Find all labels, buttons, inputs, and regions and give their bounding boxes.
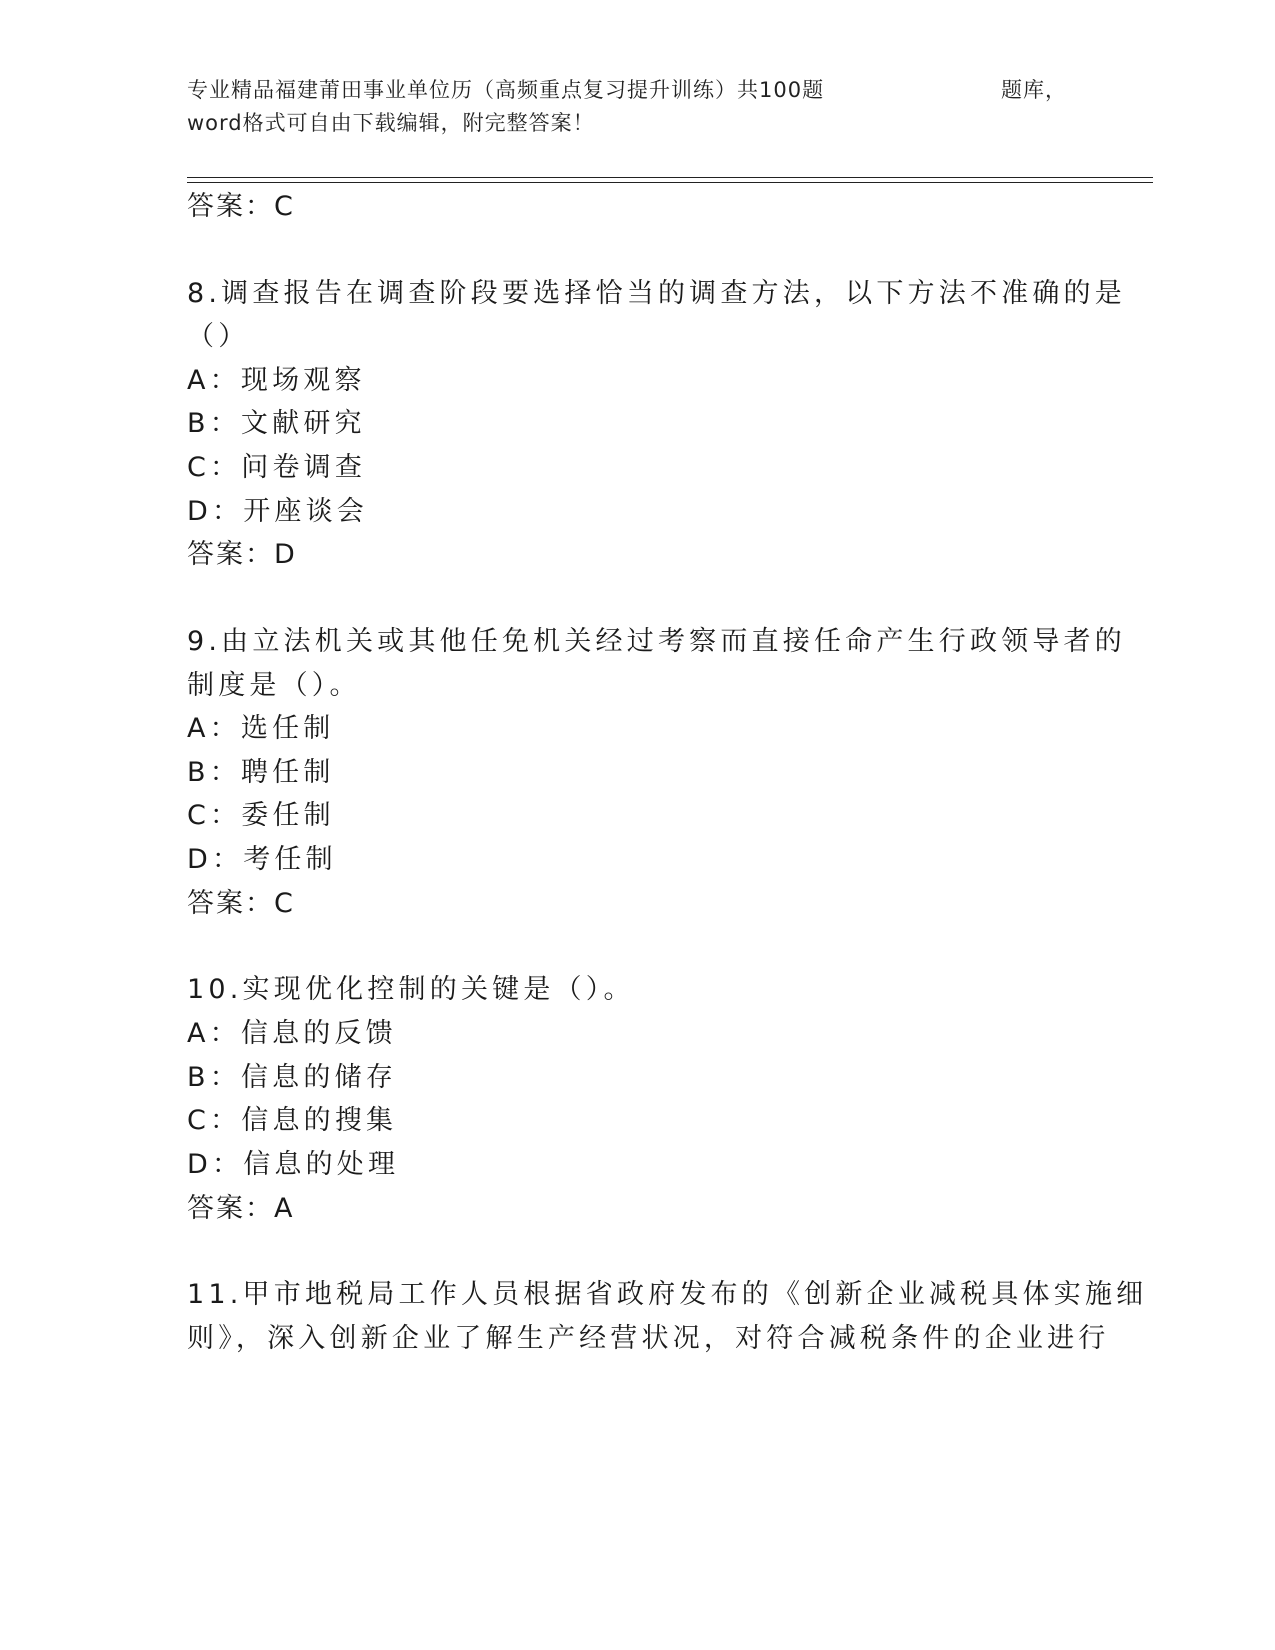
page-header [187, 74, 1067, 140]
option-d: D：考任制 [187, 844, 337, 875]
option-c: C：信息的搜集 [187, 1105, 398, 1136]
option-b: B：文献研究 [187, 408, 366, 439]
option-d: D：信息的处理 [187, 1149, 400, 1180]
header-title: 专业精品福建莆田事业单位历（高频重点复习提升训练）共100题 [187, 78, 825, 102]
option-c: C：问卷调查 [187, 452, 367, 483]
question-text: （） [187, 321, 250, 352]
option-d: D：开座谈会 [187, 496, 368, 527]
answer-line: 答案：D [187, 539, 297, 570]
question-text: 9.由立法机关或其他任免机关经过考察而直接任命产生行政领导者的 [187, 626, 1126, 657]
header-divider-bottom [187, 182, 1153, 183]
option-c: C：委任制 [187, 800, 335, 831]
question-text: 则》，深入创新企业了解生产经营状况，对符合减税条件的企业进行 [187, 1323, 1110, 1354]
answer-line: 答案：C [187, 888, 295, 919]
header-row-1 [187, 74, 1067, 107]
question-text: 10.实现优化控制的关键是（）。 [187, 974, 635, 1005]
question-text: 11.甲市地税局工作人员根据省政府发布的《创新企业减税具体实施细 [187, 1279, 1148, 1310]
header-subtitle: word格式可自由下载编辑，附完整答案！ [187, 111, 595, 135]
option-a: A：现场观察 [187, 365, 366, 396]
answer-line: 答案：A [187, 1193, 295, 1224]
question-text: 制度是（）。 [187, 670, 361, 701]
option-a: A：信息的反馈 [187, 1018, 397, 1049]
question-text: 8.调查报告在调查阶段要选择恰当的调查方法，以下方法不准确的是 [187, 278, 1126, 309]
header-title-tail: 题库， [1001, 78, 1067, 102]
answer-line: 答案：C [187, 191, 295, 222]
header-divider-top [187, 177, 1153, 178]
option-a: A：选任制 [187, 713, 335, 744]
option-b: B：信息的储存 [187, 1062, 397, 1093]
option-b: B：聘任制 [187, 757, 335, 788]
